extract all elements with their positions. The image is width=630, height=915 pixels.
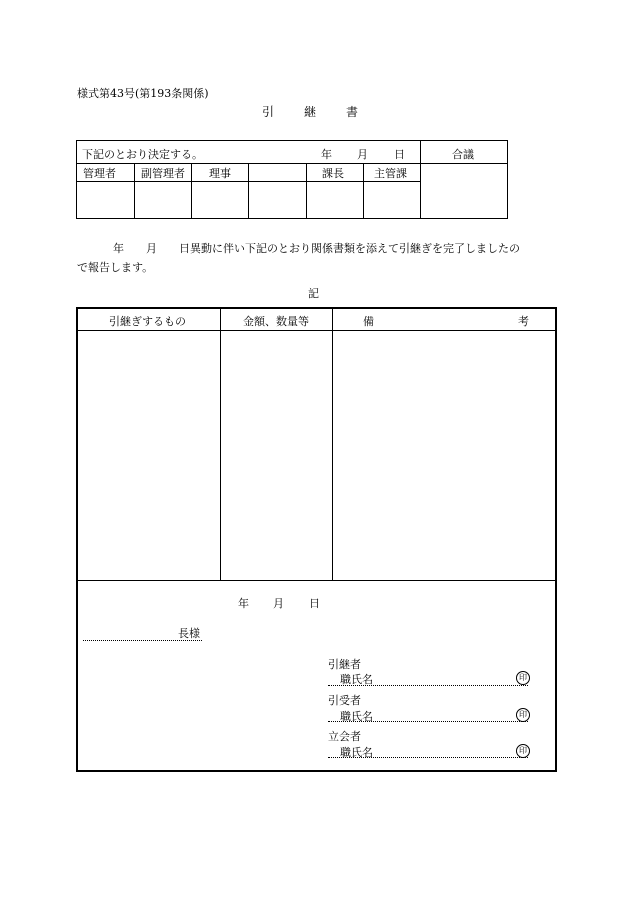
footer-date-month: 月 <box>273 597 284 610</box>
signature-line-handover <box>328 685 528 686</box>
column-header-remarks-1: 備 <box>363 315 374 328</box>
date-day-label: 日 <box>394 148 405 161</box>
column-header-remarks-2: 考 <box>518 315 529 328</box>
party-role-witness: 立会者 <box>328 730 361 743</box>
statement-text-2: で報告します。 <box>77 261 154 274</box>
role-section-chief: 課長 <box>322 167 344 180</box>
date-month-label: 月 <box>357 148 368 161</box>
role-vice-manager: 副管理者 <box>141 167 185 180</box>
decision-text: 下記のとおり決定する。 <box>82 148 203 161</box>
role-responsible-section: 主管課 <box>374 167 407 180</box>
role-manager: 管理者 <box>83 167 116 180</box>
title-char: 書 <box>346 105 359 119</box>
party-field-handover: 職氏名 <box>340 673 373 686</box>
signature-line-receiver <box>328 721 528 722</box>
date-year-label: 年 <box>321 148 332 161</box>
column-header-items: 引継ぎするもの <box>109 315 186 328</box>
footer-date-day: 日 <box>309 597 320 610</box>
column-header-amount: 金額、数量等 <box>243 315 309 328</box>
party-role-receiver: 引受者 <box>328 694 361 707</box>
party-role-handover: 引継者 <box>328 658 361 671</box>
ki-heading: 記 <box>308 287 319 300</box>
seal-mark-handover: 印 <box>516 671 530 685</box>
seal-mark-receiver: 印 <box>516 708 530 722</box>
footer-date-year: 年 <box>238 597 249 610</box>
report-statement <box>77 239 557 277</box>
signature-line-witness <box>328 757 528 758</box>
handover-table <box>76 307 557 772</box>
role-director: 理事 <box>209 167 231 180</box>
document-title <box>262 103 388 120</box>
title-char: 引 <box>262 105 275 119</box>
statement-year: 年 <box>113 242 124 255</box>
statement-month: 月 <box>146 242 157 255</box>
title-char: 継 <box>304 105 317 119</box>
statement-text-1: 日異動に伴い下記のとおり関係書類を添えて引継ぎを完了しましたの <box>179 242 520 255</box>
consultation-header: 合議 <box>452 148 474 161</box>
form-number: 様式第43号(第193条関係) <box>77 87 209 100</box>
party-field-witness: 職氏名 <box>340 746 373 759</box>
approval-table <box>76 140 508 219</box>
addressee-suffix: 長様 <box>178 627 200 640</box>
seal-mark-witness: 印 <box>516 744 530 758</box>
party-field-receiver: 職氏名 <box>340 710 373 723</box>
